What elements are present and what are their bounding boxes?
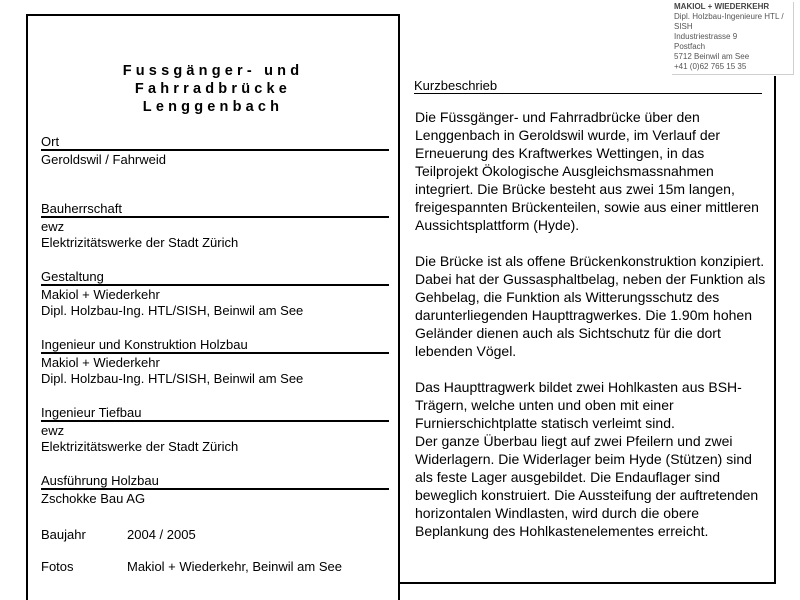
section-label: Ausführung Holzbau <box>41 473 389 490</box>
section-value: Dipl. Holzbau-Ing. HTL/SISH, Beinwil am See <box>41 371 304 386</box>
section-value: Zschokke Bau AG <box>41 491 146 506</box>
project-title-line: Fahrradbrücke <box>134 81 292 97</box>
description-paragraph: Die Füssgänger- und Fahrradbrücke über den Lenggenbach in Geroldswil wurde, im Verlauf der Erneuerung des Kraftwerkes Wettingen, in das Teilprojekt Ökologische Ausgleichsmassnahmen integriert. Die Brücke besteht aus zwei 15m langen, freigespannten Brückenteilen, sowie aus einer mittleren Aussichtsplattform (Hyde). <box>415 109 759 233</box>
description-title: Kurzbeschrieb <box>414 78 762 94</box>
baujahr-value: 2004 / 2005 <box>127 527 196 542</box>
section-value: Dipl. Holzbau-Ing. HTL/SISH, Beinwil am See <box>41 303 304 318</box>
section-value: ewz <box>41 219 65 234</box>
section-value: ewz <box>41 423 65 438</box>
section-label: Ort <box>41 134 389 151</box>
description-body <box>415 108 767 558</box>
section-value: Elektrizitätswerke der Stadt Zürich <box>41 235 239 250</box>
section-ausfuehrung-holzbau <box>41 473 389 507</box>
letterhead-line: 5712 Beinwil am See <box>674 52 750 61</box>
section-bauherrschaft <box>41 201 389 251</box>
description-paragraph: Die Brücke ist als offene Brückenkonstruktion konzipiert. Dabei hat der Gussasphaltbelag, neben der Funktion als Gehbelag, die Funktion als Witterungsschutz des darunterliegenden Haupttragwerkes. Die 1.90m hohen Geländer dienen auch als Sichtschutz für die dort lebenden Vögel. <box>415 253 766 359</box>
letterhead-line: Postfach <box>674 42 706 51</box>
fotos-row <box>41 559 342 574</box>
description-paragraph: Der ganze Überbau liegt auf zwei Pfeilern und zwei Widerlagern. Die Widerlager beim Hyde (Stützen) sind als feste Lager ausgebildet. Die Endauflager sind beweglich konstruiert. Die Aussteifung der auftretenden horizontalen Windlasten, wird durch die obere Beplankung des Hohlkastenelementes erreicht. <box>415 433 759 539</box>
letterhead-line: +41 (0)62 765 15 35 <box>674 62 747 71</box>
description-paragraph: Das Haupttragwerk bildet zwei Hohlkasten aus BSH-Trägern, welche unten und oben mit einer Furnierschichtplatte statisch verleimt sind. <box>415 379 742 431</box>
section-value: Makiol + Wiederkehr <box>41 355 160 370</box>
section-label: Bauherrschaft <box>41 201 389 218</box>
section-label: Ingenieur und Konstruktion Holzbau <box>41 337 389 354</box>
fotos-label: Fotos <box>41 559 74 574</box>
baujahr-row <box>41 527 196 542</box>
project-info-panel <box>26 14 400 600</box>
letterhead-company: MAKIOL + WIEDERKEHR <box>674 2 770 11</box>
letterhead-line: Dipl. Holzbau-Ingenieure HTL / SISH <box>674 12 784 31</box>
section-label: Gestaltung <box>41 269 389 286</box>
section-value: Elektrizitätswerke der Stadt Zürich <box>41 439 239 454</box>
section-label: Ingenieur Tiefbau <box>41 405 389 422</box>
section-value: Geroldswil / Fahrweid <box>41 152 166 167</box>
project-title-line: Lenggenbach <box>142 99 284 115</box>
baujahr-label: Baujahr <box>41 527 86 542</box>
letterhead-line: Industriestrasse 9 <box>674 32 738 41</box>
fotos-value: Makiol + Wiederkehr, Beinwil am See <box>127 559 342 574</box>
section-ingenieur-holzbau <box>41 337 389 387</box>
section-ort <box>41 134 389 168</box>
project-title <box>28 62 398 116</box>
section-ingenieur-tiefbau <box>41 405 389 455</box>
section-gestaltung <box>41 269 389 319</box>
section-value: Makiol + Wiederkehr <box>41 287 160 302</box>
letterhead <box>672 2 794 75</box>
description-panel <box>400 76 776 584</box>
project-title-line: Fussgänger- und <box>122 63 304 79</box>
